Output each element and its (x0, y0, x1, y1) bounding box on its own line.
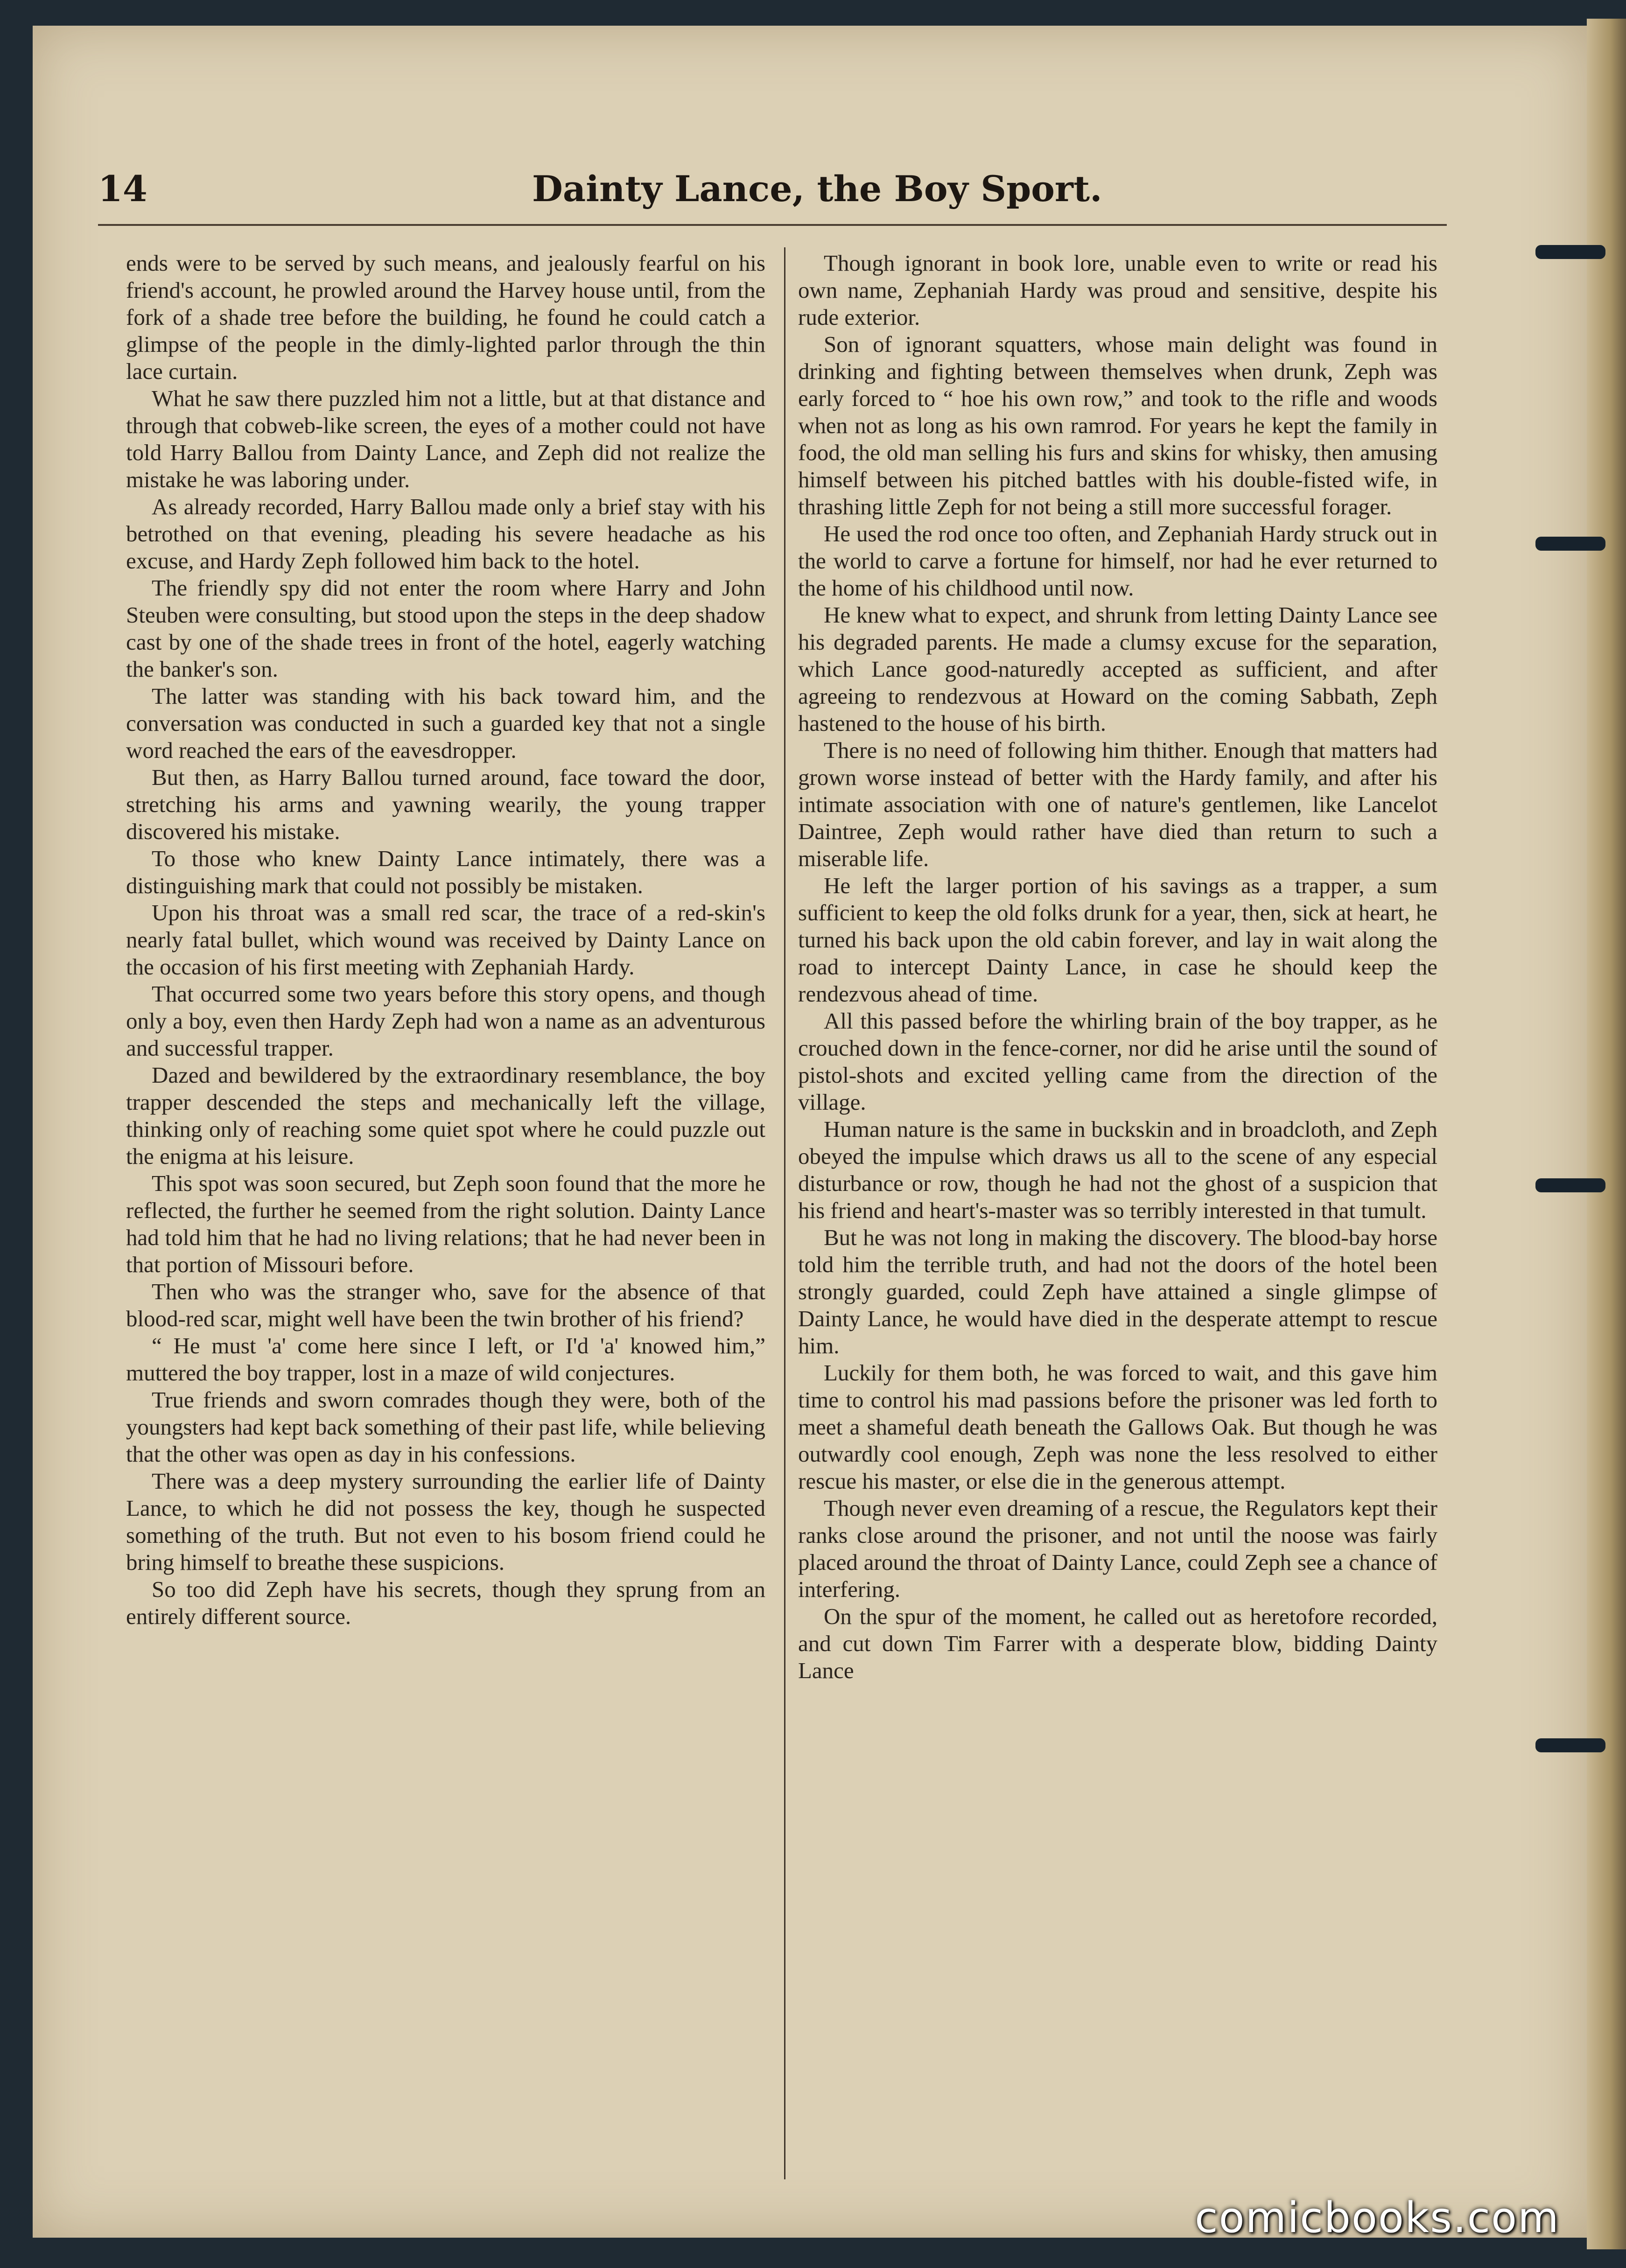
site-watermark: comicbooks.com (1195, 2193, 1560, 2242)
paragraph: Luckily for them both, he was forced to wait, and this gave him time to control his mad passions before the prisoner was led forth to meet a shameful death beneath the Gallows Oak. But though he was outwardly cool enough, Zeph was none the less resolved to either rescue his master, or else die in the generous attempt. (798, 1360, 1437, 1494)
left-column (126, 250, 765, 1630)
binding-thread (1535, 1738, 1605, 1752)
paragraph: To those who knew Dainty Lance intimately, there was a distinguishing mark that could not possibly be mistaken. (126, 846, 765, 898)
paragraph: Then who was the stranger who, save for the absence of that blood-red scar, might well have been the twin brother of his friend? (126, 1279, 765, 1331)
paragraph: Though never even dreaming of a rescue, the Regulators kept their ranks close around the prisoner, and not until the noose was fairly placed around the throat of Dainty Lance, could Zeph see a chance of interfering. (798, 1495, 1437, 1602)
right-column (798, 250, 1437, 1684)
paragraph: Upon his throat was a small red scar, the trace of a red-skin's nearly fatal bullet, which wound was received by Dainty Lance on the occasion of his first meeting with Zephaniah Hardy. (126, 900, 765, 980)
paragraph: On the spur of the moment, he called out as heretofore recorded, and cut down Tim Farrer with a desperate blow, bidding Dainty Lance (798, 1603, 1437, 1683)
paragraph: That occurred some two years before this story opens, and though only a boy, even then Hardy Zeph had won a name as an adventurous and successful trapper. (126, 981, 765, 1061)
paragraph: “ He must 'a' come here since I left, or I'd 'a' knowed him,” muttered the boy trapper, lost in a maze of wild conjectures. (126, 1333, 765, 1386)
page-edge-stack (1587, 19, 1626, 2249)
paragraph: Dazed and bewildered by the extraordinary resemblance, the boy trapper descended the steps and mechanically left the village, thinking only of reaching some quiet spot where he could puzzle out the enigma at his leisure. (126, 1062, 765, 1169)
binding-thread (1535, 245, 1605, 259)
paragraph: He left the larger portion of his savings as a trapper, a sum sufficient to keep the old folks drunk for a year, then, sick at heart, he turned his back upon the old cabin forever, and lay in wait along the road to intercept Dainty Lance, in case he should keep the rendezvous ahead of time. (798, 873, 1437, 1007)
paragraph: This spot was soon secured, but Zeph soon found that the more he reflected, the further he seemed from the right solution. Dainty Lance had told him that he had no living relations; that he had never been in that portion of Missouri before. (126, 1170, 765, 1277)
paragraph: He used the rod once too often, and Zephaniah Hardy struck out in the world to carve a fortune for himself, nor had he ever returned to the home of his childhood until now. (798, 521, 1437, 601)
paragraph: But then, as Harry Ballou turned around, face toward the door, stretching his arms and yawning wearily, the young trapper discovered his mistake. (126, 764, 765, 844)
page-header (98, 168, 1447, 224)
paragraph: There was a deep mystery surrounding the earlier life of Dainty Lance, to which he did not possess the key, though he suspected something of the truth. But not even to his bosom friend could he bring himself to breathe these suspicions. (126, 1468, 765, 1575)
paragraph: The friendly spy did not enter the room where Harry and John Steuben were consulting, but stood upon the steps in the deep shadow cast by one of the shade trees in front of the hotel, eagerly watching the banker's son. (126, 575, 765, 682)
paragraph: Son of ignorant squatters, whose main delight was found in drinking and fighting between themselves when drunk, Zeph was early forced to “ hoe his own row,” and took to the rifle and woods when not as long as his own ramrod. For years he kept the family in food, the old man selling his furs and skins for whisky, then amusing himself between his pitched battles with his double-fisted wife, in thrashing little Zeph for not being a still more successful forager. (798, 331, 1437, 519)
paragraph: ends were to be served by such means, and jealously fearful on his friend's account, he prowled around the Harvey house until, from the fork of a shade tree before the building, he found he could catch a glimpse of the people in the dimly-lighted parlor through the thin lace curtain. (126, 250, 765, 384)
binding-thread (1535, 1178, 1605, 1192)
paragraph: He knew what to expect, and shrunk from letting Dainty Lance see his degraded parents. He made a clumsy excuse for the separation, which Lance good-naturedly accepted as sufficient, and after agreeing to rendezvous at Howard on the coming Sabbath, Zeph hastened to the house of his birth. (798, 602, 1437, 736)
page-number: 14 (98, 168, 147, 210)
paragraph: So too did Zeph have his secrets, though they sprung from an entirely different source. (126, 1576, 765, 1629)
paragraph: Human nature is the same in buckskin and in broadcloth, and Zeph obeyed the impulse which draws us all to the scene of any especial disturbance or row, though he had not the ghost of a suspicion that his friend and heart's-master was so terribly interested in that tumult. (798, 1116, 1437, 1223)
paragraph: True friends and sworn comrades though they were, both of the youngsters had kept back something of their past life, while believing that the other was open as day in his confessions. (126, 1387, 765, 1467)
paragraph: What he saw there puzzled him not a little, but at that distance and through that cobweb-like screen, the eyes of a mother could not have told Harry Ballou from Dainty Lance, and Zeph did not realize the mistake he was laboring under. (126, 385, 765, 492)
header-rule (98, 224, 1447, 226)
paragraph: There is no need of following him thither. Enough that matters had grown worse instead of better with the Hardy family, and after his intimate association with one of nature's gentlemen, like Lancelot Daintree, Zeph would rather have died than return to such a miserable life. (798, 737, 1437, 871)
paragraph: All this passed before the whirling brain of the boy trapper, as he crouched down in the fence-corner, nor did he arise until the sound of pistol-shots and excited yelling came from the direction of the village. (798, 1008, 1437, 1115)
paragraph: But he was not long in making the discovery. The blood-bay horse told him the terrible truth, and had not the doors of the hotel been strongly guarded, could Zeph have attained a single glimpse of Dainty Lance, he would have died in the desperate attempt to rescue him. (798, 1225, 1437, 1358)
column-divider (784, 247, 785, 2179)
paragraph: The latter was standing with his back toward him, and the conversation was conducted in such a guarded key that not a single word reached the ears of the eavesdropper. (126, 683, 765, 763)
binding-thread (1535, 537, 1605, 551)
paragraph: As already recorded, Harry Ballou made only a brief stay with his betrothed on that evening, pleading his severe headache as his excuse, and Hardy Zeph followed him back to the hotel. (126, 494, 765, 574)
paragraph: Though ignorant in book lore, unable even to write or read his own name, Zephaniah Hardy was proud and sensitive, despite his rude exterior. (798, 250, 1437, 330)
running-title: Dainty Lance, the Boy Sport. (532, 168, 1102, 210)
